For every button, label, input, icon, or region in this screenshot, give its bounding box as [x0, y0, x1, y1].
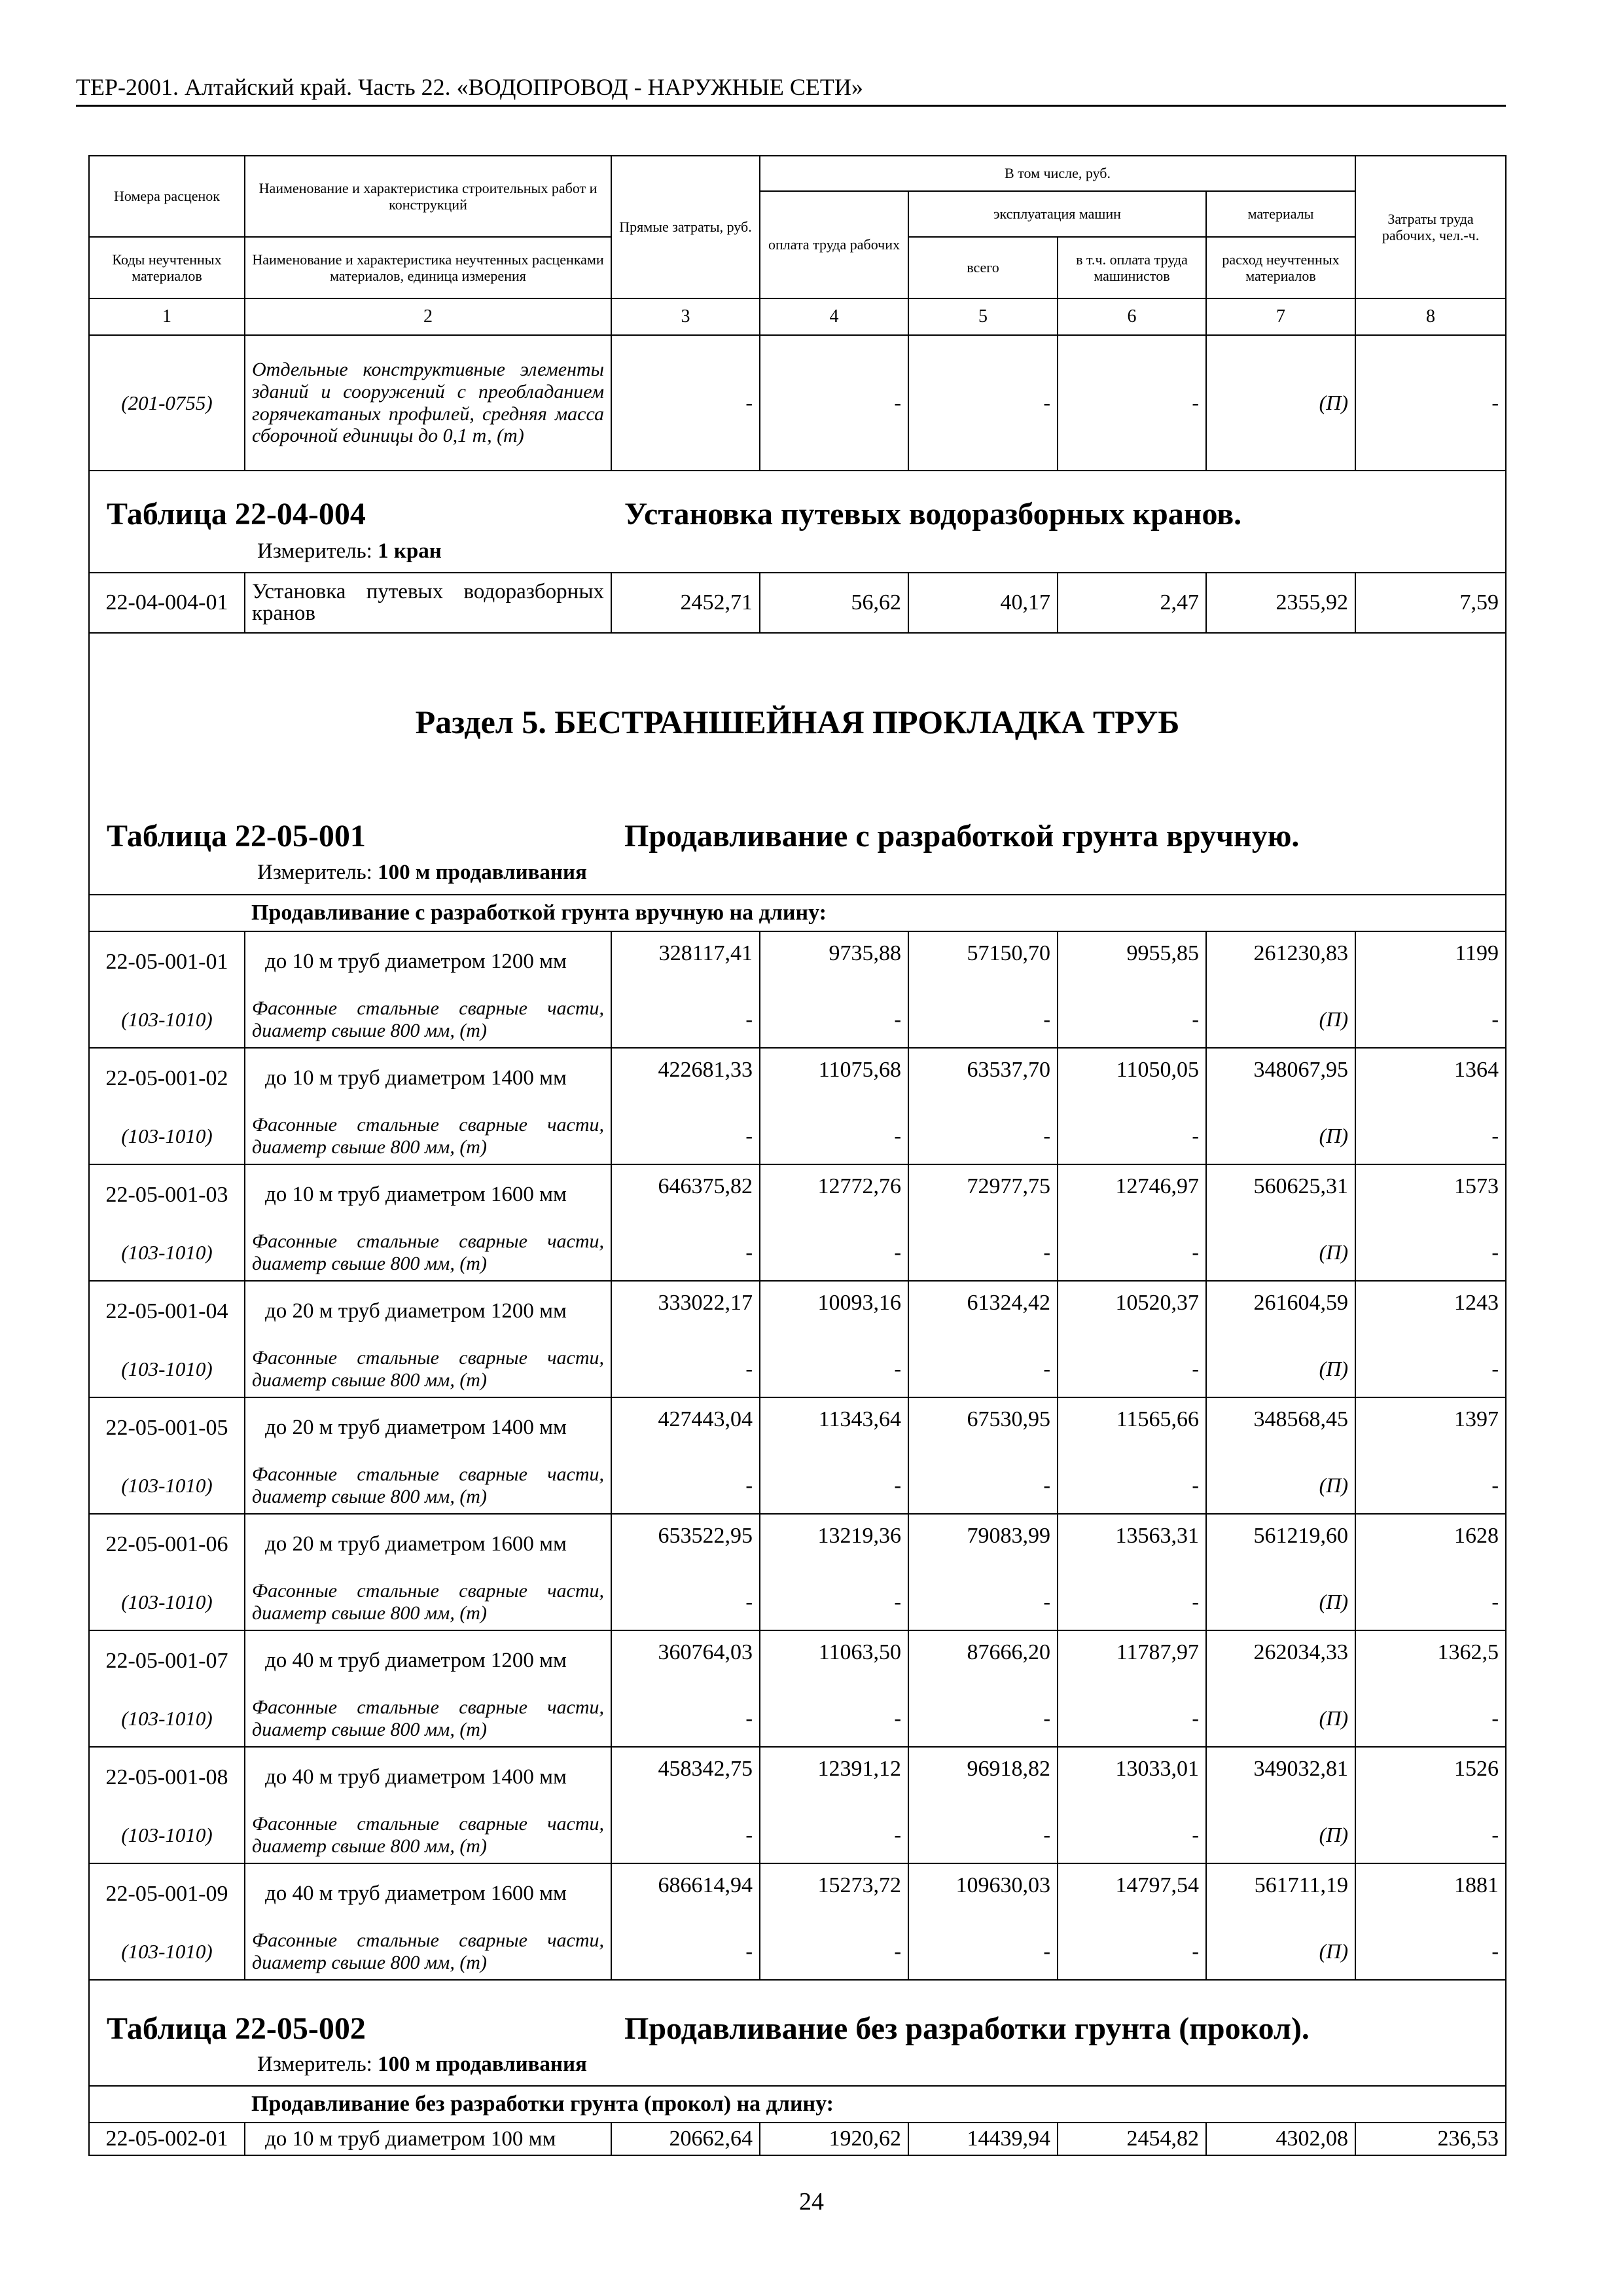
col-name: Наименование и характеристика строительных работ и конструкций	[245, 156, 611, 237]
value-cell: -	[1355, 1225, 1506, 1281]
material-row	[89, 1924, 1506, 1980]
rate-code: 22-05-001-08	[89, 1747, 245, 1807]
rate-row	[89, 1048, 1506, 1108]
value-cell: 262034,33	[1206, 1630, 1355, 1691]
table-title: Продавливание без разработки грунта (прокол).	[624, 2011, 1310, 2046]
value-cell: -	[760, 1574, 908, 1630]
value-cell: -	[760, 1691, 908, 1747]
material-row	[89, 335, 1506, 471]
rate-row	[89, 2123, 1506, 2155]
value-cell: 72977,75	[908, 1164, 1058, 1225]
material-name: Фасонные стальные сварные части, диаметр свыше 800 мм, (т)	[245, 1924, 611, 1980]
value-cell: 96918,82	[908, 1747, 1058, 1807]
material-name: Фасонные стальные сварные части, диаметр свыше 800 мм, (т)	[245, 1574, 611, 1630]
value-cell: -	[611, 1108, 760, 1164]
rate-name: до 10 м труб диаметром 100 мм	[245, 2123, 611, 2155]
col-number: 5	[908, 298, 1058, 335]
value-cell: -	[760, 335, 908, 471]
value-cell: 4302,08	[1206, 2123, 1355, 2155]
value-cell: 348067,95	[1206, 1048, 1355, 1108]
material-code: (201-0755)	[89, 335, 245, 471]
value-cell: -	[1355, 1458, 1506, 1514]
material-code: (103-1010)	[89, 1341, 245, 1397]
value-cell: 11050,05	[1058, 1048, 1206, 1108]
rate-name: до 10 м труб диаметром 1600 мм	[245, 1164, 611, 1225]
material-name: Фасонные стальные сварные части, диаметр свыше 800 мм, (т)	[245, 1108, 611, 1164]
section-block	[89, 633, 1506, 895]
material-row	[89, 1225, 1506, 1281]
material-code: (103-1010)	[89, 1807, 245, 1863]
rate-row	[89, 1514, 1506, 1574]
value-cell: 2,47	[1058, 573, 1206, 633]
col-incl-operators: в т.ч. оплата труда машинистов	[1058, 237, 1206, 298]
rate-code: 22-05-001-04	[89, 1281, 245, 1341]
value-cell: 11787,97	[1058, 1630, 1206, 1691]
value-cell: (П)	[1206, 1458, 1355, 1514]
material-name: Фасонные стальные сварные части, диаметр свыше 800 мм, (т)	[245, 1225, 611, 1281]
value-cell: 2355,92	[1206, 573, 1355, 633]
subheader: Продавливание с разработкой грунта вручную на длину:	[245, 895, 1506, 931]
value-cell: 348568,45	[1206, 1397, 1355, 1458]
col-number: 7	[1206, 298, 1355, 335]
value-cell: -	[760, 1108, 908, 1164]
rate-code: 22-05-001-03	[89, 1164, 245, 1225]
rate-row	[89, 1863, 1506, 1924]
rate-row	[89, 931, 1506, 992]
col-labor: оплата труда рабочих	[760, 191, 908, 298]
value-cell: 427443,04	[611, 1397, 760, 1458]
value-cell: 12391,12	[760, 1747, 908, 1807]
value-cell: 7,59	[1355, 573, 1506, 633]
value-cell: -	[1355, 335, 1506, 471]
value-cell: (П)	[1206, 1924, 1355, 1980]
value-cell: 11063,50	[760, 1630, 908, 1691]
value-cell: 360764,03	[611, 1630, 760, 1691]
page-header: ТЕР-2001. Алтайский край. Часть 22. «ВОДОПРОВОД - НАРУЖНЫЕ СЕТИ»	[76, 74, 863, 100]
value-cell: 2452,71	[611, 573, 760, 633]
value-cell: 236,53	[1355, 2123, 1506, 2155]
value-cell: 20662,64	[611, 2123, 760, 2155]
rate-name: до 20 м труб диаметром 1400 мм	[245, 1397, 611, 1458]
header-rule	[76, 105, 1506, 107]
value-cell: -	[908, 1458, 1058, 1514]
table-title: Продавливание с разработкой грунта вручную.	[624, 819, 1300, 853]
table-22-04-004-heading	[89, 471, 1506, 573]
material-code: (103-1010)	[89, 992, 245, 1048]
value-cell: -	[908, 1341, 1058, 1397]
rate-code: 22-05-001-01	[89, 931, 245, 992]
value-cell: -	[1355, 1807, 1506, 1863]
value-cell: 1199	[1355, 931, 1506, 992]
measure: Измеритель: 100 м продавливания	[257, 2053, 587, 2076]
subheader: Продавливание без разработки грунта (прокол) на длину:	[245, 2086, 1506, 2123]
value-cell: -	[1058, 1341, 1206, 1397]
col-number: 4	[760, 298, 908, 335]
table-title: Установка путевых водоразборных кранов.	[624, 497, 1242, 531]
section-title: Раздел 5. БЕСТРАНШЕЙНАЯ ПРОКЛАДКА ТРУБ	[415, 704, 1180, 740]
value-cell: 1920,62	[760, 2123, 908, 2155]
col-number: 1	[89, 298, 245, 335]
value-cell: -	[611, 335, 760, 471]
value-cell: 9955,85	[1058, 931, 1206, 992]
value-cell: 561219,60	[1206, 1514, 1355, 1574]
material-row	[89, 1458, 1506, 1514]
value-cell: 63537,70	[908, 1048, 1058, 1108]
material-name: Фасонные стальные сварные части, диаметр свыше 800 мм, (т)	[245, 1458, 611, 1514]
material-name: Фасонные стальные сварные части, диаметр свыше 800 мм, (т)	[245, 1341, 611, 1397]
value-cell: -	[1058, 1108, 1206, 1164]
value-cell: (П)	[1206, 1574, 1355, 1630]
value-cell: 13563,31	[1058, 1514, 1206, 1574]
material-row	[89, 1807, 1506, 1863]
value-cell: 10093,16	[760, 1281, 908, 1341]
value-cell: -	[1058, 992, 1206, 1048]
value-cell: -	[611, 1924, 760, 1980]
material-row	[89, 1108, 1506, 1164]
value-cell: 10520,37	[1058, 1281, 1206, 1341]
value-cell: -	[908, 335, 1058, 471]
material-name: Отдельные конструктивные элементы зданий и сооружений с преобладанием горячекатаных профилей, средняя масса сборочной единицы до 0,1 т, (т)	[245, 335, 611, 471]
table-label: Таблица 22-04-004	[107, 497, 366, 531]
value-cell: -	[908, 1924, 1058, 1980]
table-22-05-002-heading	[89, 1980, 1506, 2086]
rate-name: Установка путевых водоразборных кранов	[245, 573, 611, 633]
value-cell: -	[611, 1574, 760, 1630]
value-cell: -	[1058, 1225, 1206, 1281]
rate-row	[89, 1747, 1506, 1807]
value-cell: 561711,19	[1206, 1863, 1355, 1924]
col-total: всего	[908, 237, 1058, 298]
value-cell: -	[1355, 1924, 1506, 1980]
col-number: 8	[1355, 298, 1506, 335]
value-cell: 1364	[1355, 1048, 1506, 1108]
measure: Измеритель: 100 м продавливания	[257, 861, 587, 884]
material-row	[89, 992, 1506, 1048]
rate-code: 22-05-001-09	[89, 1863, 245, 1924]
material-code: (103-1010)	[89, 1924, 245, 1980]
value-cell: 261230,83	[1206, 931, 1355, 992]
rate-code: 22-05-001-05	[89, 1397, 245, 1458]
col-direct: Прямые затраты, руб.	[611, 156, 760, 298]
rate-row	[89, 1281, 1506, 1341]
table-label: Таблица 22-05-001	[107, 819, 366, 853]
value-cell: 1397	[1355, 1397, 1506, 1458]
value-cell: 61324,42	[908, 1281, 1058, 1341]
value-cell: 14797,54	[1058, 1863, 1206, 1924]
rate-code: 22-05-001-06	[89, 1514, 245, 1574]
value-cell: 13219,36	[760, 1514, 908, 1574]
value-cell: -	[611, 1225, 760, 1281]
value-cell: 11075,68	[760, 1048, 908, 1108]
value-cell: -	[611, 1341, 760, 1397]
value-cell: 12772,76	[760, 1164, 908, 1225]
value-cell: -	[908, 1225, 1058, 1281]
value-cell: 560625,31	[1206, 1164, 1355, 1225]
value-cell: 1573	[1355, 1164, 1506, 1225]
value-cell: 261604,59	[1206, 1281, 1355, 1341]
rate-name: до 40 м труб диаметром 1200 мм	[245, 1630, 611, 1691]
rate-name: до 10 м труб диаметром 1200 мм	[245, 931, 611, 992]
value-cell: 653522,95	[611, 1514, 760, 1574]
col-consumption: расход неучтенных материалов	[1206, 237, 1355, 298]
value-cell: -	[1355, 1574, 1506, 1630]
value-cell: 458342,75	[611, 1747, 760, 1807]
value-cell: 109630,03	[908, 1863, 1058, 1924]
col-codes: Коды неучтенных материалов	[89, 237, 245, 298]
value-cell: -	[760, 1341, 908, 1397]
value-cell: -	[908, 1807, 1058, 1863]
value-cell: 11565,66	[1058, 1397, 1206, 1458]
value-cell: 67530,95	[908, 1397, 1058, 1458]
value-cell: 56,62	[760, 573, 908, 633]
value-cell: (П)	[1206, 1691, 1355, 1747]
col-machines: эксплуатация машин	[908, 191, 1206, 237]
value-cell: -	[1058, 1458, 1206, 1514]
col-labor-cost: Затраты труда рабочих, чел.-ч.	[1355, 156, 1506, 298]
value-cell: 686614,94	[611, 1863, 760, 1924]
value-cell: -	[1058, 1574, 1206, 1630]
rate-name: до 20 м труб диаметром 1200 мм	[245, 1281, 611, 1341]
value-cell: 646375,82	[611, 1164, 760, 1225]
value-cell: (П)	[1206, 992, 1355, 1048]
value-cell: -	[1355, 992, 1506, 1048]
col-materials: материалы	[1206, 191, 1355, 237]
value-cell: -	[1058, 1924, 1206, 1980]
value-cell: (П)	[1206, 1225, 1355, 1281]
value-cell: -	[760, 1924, 908, 1980]
value-cell: 422681,33	[611, 1048, 760, 1108]
rate-row	[89, 1397, 1506, 1458]
col-number: 3	[611, 298, 760, 335]
value-cell: 2454,82	[1058, 2123, 1206, 2155]
value-cell: -	[908, 992, 1058, 1048]
value-cell: (П)	[1206, 1108, 1355, 1164]
value-cell: 1628	[1355, 1514, 1506, 1574]
value-cell: -	[611, 1807, 760, 1863]
value-cell: 1881	[1355, 1863, 1506, 1924]
value-cell: -	[760, 992, 908, 1048]
material-row	[89, 1341, 1506, 1397]
rate-name: до 20 м труб диаметром 1600 мм	[245, 1514, 611, 1574]
value-cell: -	[611, 992, 760, 1048]
material-code: (103-1010)	[89, 1574, 245, 1630]
value-cell: -	[908, 1108, 1058, 1164]
rate-name: до 40 м труб диаметром 1400 мм	[245, 1747, 611, 1807]
value-cell: 40,17	[908, 573, 1058, 633]
value-cell: (П)	[1206, 335, 1355, 471]
value-cell: 1526	[1355, 1747, 1506, 1807]
subheader-gap	[89, 895, 245, 931]
rate-row	[89, 573, 1506, 633]
col-names-materials: Наименование и характеристика неучтенных расценками материалов, единица измерения	[245, 237, 611, 298]
col-number: 6	[1058, 298, 1206, 335]
value-cell: 11343,64	[760, 1397, 908, 1458]
material-code: (103-1010)	[89, 1108, 245, 1164]
value-cell: -	[908, 1574, 1058, 1630]
rate-code: 22-05-001-07	[89, 1630, 245, 1691]
col-incl: В том числе, руб.	[760, 156, 1355, 191]
rate-row	[89, 1630, 1506, 1691]
material-name: Фасонные стальные сварные части, диаметр свыше 800 мм, (т)	[245, 1691, 611, 1747]
value-cell: -	[611, 1458, 760, 1514]
col-rate-no: Номера расценок	[89, 156, 245, 237]
rate-code: 22-05-001-02	[89, 1048, 245, 1108]
value-cell: 14439,94	[908, 2123, 1058, 2155]
value-cell: 12746,97	[1058, 1164, 1206, 1225]
value-cell: 349032,81	[1206, 1747, 1355, 1807]
value-cell: -	[760, 1458, 908, 1514]
value-cell: -	[760, 1225, 908, 1281]
value-cell: -	[611, 1691, 760, 1747]
value-cell: 57150,70	[908, 931, 1058, 992]
value-cell: 79083,99	[908, 1514, 1058, 1574]
rate-name: до 40 м труб диаметром 1600 мм	[245, 1863, 611, 1924]
value-cell: 15273,72	[760, 1863, 908, 1924]
value-cell: (П)	[1206, 1341, 1355, 1397]
value-cell: -	[1355, 1691, 1506, 1747]
rate-name: до 10 м труб диаметром 1400 мм	[245, 1048, 611, 1108]
page-number: 24	[799, 2188, 824, 2215]
rate-code: 22-05-002-01	[89, 2123, 245, 2155]
material-row	[89, 1574, 1506, 1630]
value-cell: -	[1058, 1807, 1206, 1863]
rate-row	[89, 1164, 1506, 1225]
measure: Измеритель: 1 кран	[257, 539, 442, 563]
material-row	[89, 1691, 1506, 1747]
value-cell: -	[1058, 335, 1206, 471]
material-code: (103-1010)	[89, 1691, 245, 1747]
rate-code: 22-04-004-01	[89, 573, 245, 633]
material-name: Фасонные стальные сварные части, диаметр свыше 800 мм, (т)	[245, 1807, 611, 1863]
value-cell: 333022,17	[611, 1281, 760, 1341]
value-cell: -	[1355, 1341, 1506, 1397]
value-cell: 1243	[1355, 1281, 1506, 1341]
material-name: Фасонные стальные сварные части, диаметр свыше 800 мм, (т)	[245, 992, 611, 1048]
value-cell: 1362,5	[1355, 1630, 1506, 1691]
material-code: (103-1010)	[89, 1458, 245, 1514]
value-cell: 87666,20	[908, 1630, 1058, 1691]
col-number: 2	[245, 298, 611, 335]
table-label: Таблица 22-05-002	[107, 2011, 366, 2046]
value-cell: 13033,01	[1058, 1747, 1206, 1807]
value-cell: -	[1355, 1108, 1506, 1164]
value-cell: 328117,41	[611, 931, 760, 992]
rates-table	[88, 155, 1507, 2156]
value-cell: -	[760, 1807, 908, 1863]
value-cell: -	[908, 1691, 1058, 1747]
value-cell: 9735,88	[760, 931, 908, 992]
value-cell: (П)	[1206, 1807, 1355, 1863]
subheader-gap	[89, 2086, 245, 2123]
material-code: (103-1010)	[89, 1225, 245, 1281]
value-cell: -	[1058, 1691, 1206, 1747]
